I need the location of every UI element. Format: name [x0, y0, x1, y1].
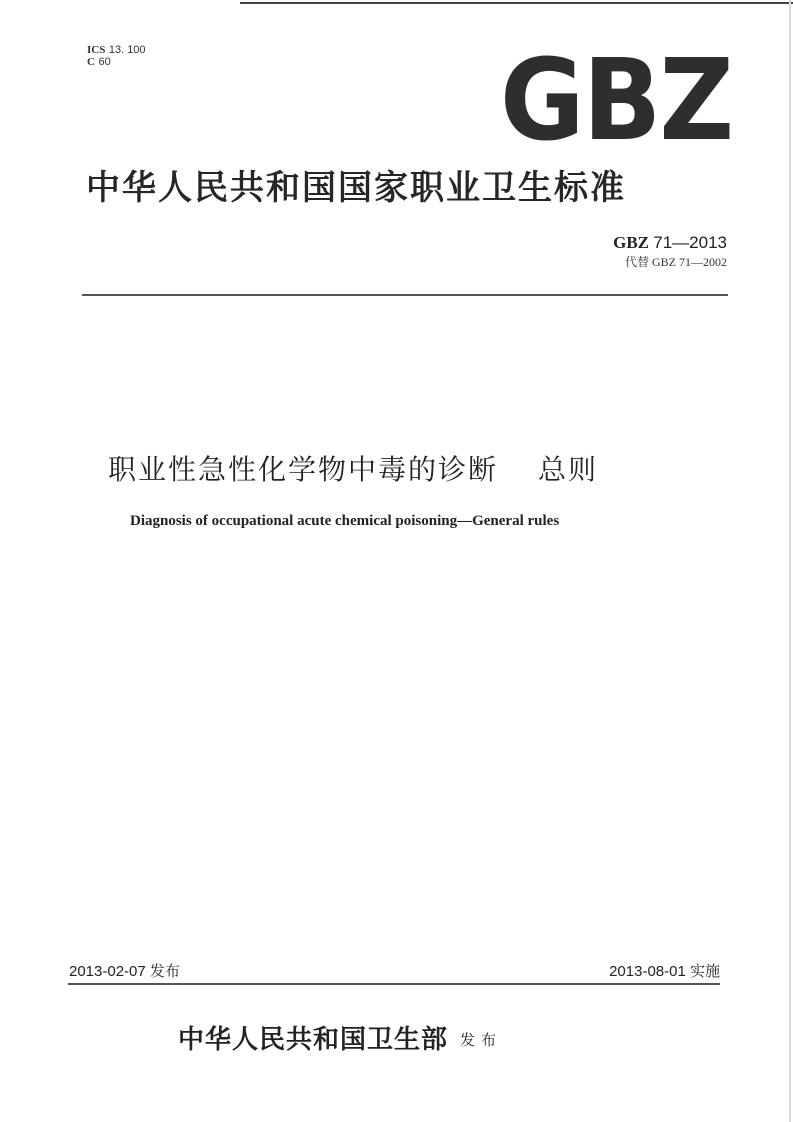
publish-date: 2013-02-07 发布	[69, 963, 180, 980]
document-title-en: Diagnosis of occupational acute chemical poisoning—General rules	[130, 513, 560, 529]
document-title-cn	[108, 448, 598, 488]
scan-right-edge	[789, 0, 791, 1122]
scan-top-border	[240, 2, 793, 4]
title-cn-sub: 总则	[538, 453, 599, 486]
ccs-label: C	[87, 56, 95, 68]
ccs-code	[87, 56, 146, 68]
classification-codes	[87, 44, 146, 68]
standard-number	[613, 233, 727, 253]
standard-type-heading: 中华人民共和国国家职业卫生标准	[86, 168, 626, 208]
issuer	[178, 1019, 502, 1056]
standard-codes	[613, 233, 727, 270]
issuer-suffix: 发布	[460, 1031, 503, 1049]
issuer-name: 中华人民共和国卫生部	[178, 1025, 449, 1055]
gbz-logo: GBZ	[500, 36, 733, 166]
ics-label: ICS	[87, 44, 106, 56]
replaces-standard: 代替 GBZ 71—2002	[624, 255, 727, 269]
ccs-value: 60	[98, 56, 111, 68]
effective-date: 2013-08-01 实施	[609, 963, 720, 980]
title-cn-main: 职业性急性化学物中毒的诊断	[108, 453, 499, 486]
standard-prefix: GBZ	[613, 233, 650, 252]
divider-bottom	[68, 983, 720, 985]
standard-number-value: 71—2013	[653, 233, 727, 252]
divider-top	[82, 294, 728, 296]
ics-value: 13. 100	[108, 44, 146, 56]
